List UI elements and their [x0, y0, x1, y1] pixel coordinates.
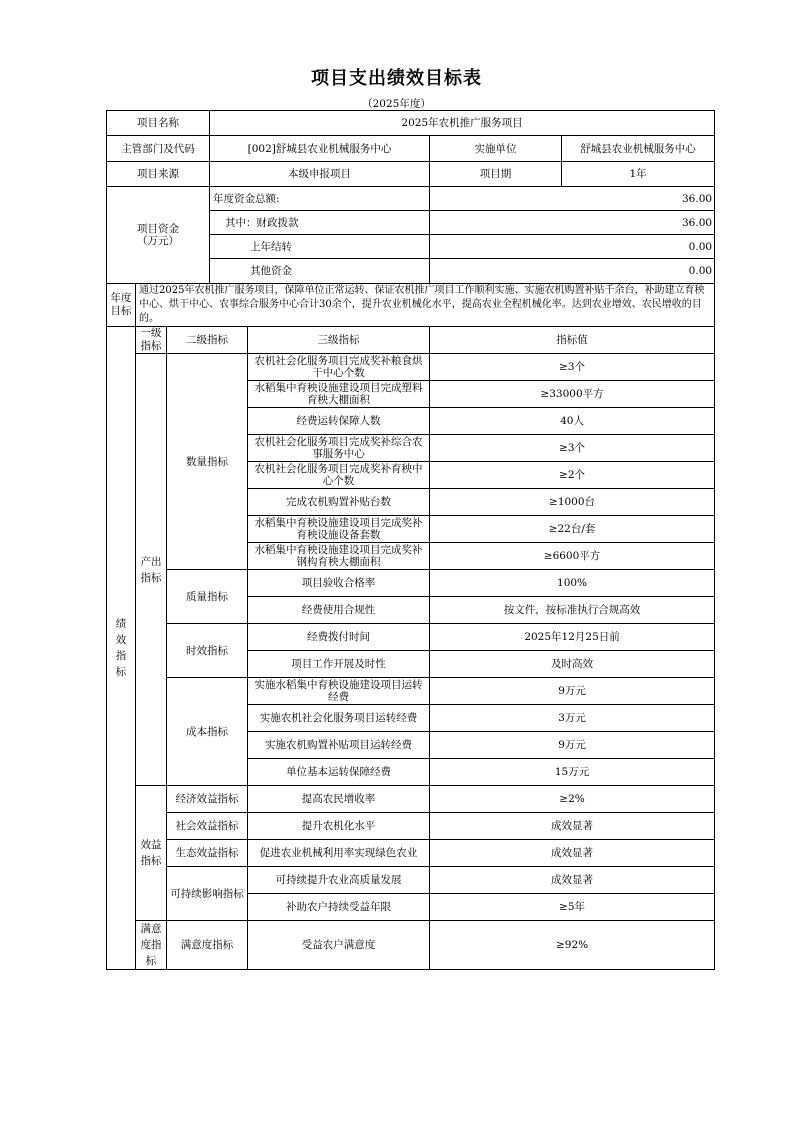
indicator-name: 提升农机化水平: [248, 813, 430, 840]
indicator-row: [107, 570, 715, 597]
indicator-value: ≥22台/套: [430, 516, 715, 543]
indicator-value: 40人: [430, 408, 715, 435]
dept-value: [002]舒城县农业机械服务中心: [210, 136, 430, 162]
annual-goal-text: 通过2025年农机推广服务项目，保障单位正常运转、保证农机推广项目工作顺利实施、实施农机购置补贴千余台，补助建立育秧中心、烘干中心、农事综合服务中心合计30余个，提升农业机械化水平，提高农业全程机械化率。达到农业增效、农民增收的目的。: [136, 284, 715, 327]
source-label: 项目来源: [107, 162, 210, 187]
header-l2: 二级指标: [167, 327, 248, 354]
fund-total-label: 年度资金总额:: [210, 187, 430, 211]
indicator-row: [107, 624, 715, 651]
indicator-name: 实施农机购置补贴项目运转经费: [248, 732, 430, 759]
fund-fiscal-value: 36.00: [430, 211, 715, 235]
indicator-name: 经费使用合规性: [248, 597, 430, 624]
indicator-name: 水稻集中育秧设施建设项目完成奖补钢构育秧大棚面积: [248, 543, 430, 570]
fund-carryover-label: 上年结转: [210, 235, 430, 259]
fund-fiscal-label: 其中：财政拨款: [210, 211, 430, 235]
indicator-row: [107, 867, 715, 894]
indicator-name: 提高农民增收率: [248, 786, 430, 813]
indicator-name: 补助农户持续受益年限: [248, 894, 430, 921]
indicator-value: ≥33000平方: [430, 381, 715, 408]
indicator-row: [107, 786, 715, 813]
indicator-name: 水稻集中育秧设施建设项目完成塑料育秧大棚面积: [248, 381, 430, 408]
project-name-label: 项目名称: [107, 111, 210, 136]
indicator-name: 农机社会化服务项目完成奖补综合农事服务中心: [248, 435, 430, 462]
indicator-name: 经费拨付时间: [248, 624, 430, 651]
indicator-name: 农机社会化服务项目完成奖补育秧中心个数: [248, 462, 430, 489]
perf-label: 绩效指标: [107, 327, 136, 970]
indicator-value: 成效显著: [430, 840, 715, 867]
indicator-value: 9万元: [430, 732, 715, 759]
annual-goal-label: 年度目标: [107, 284, 136, 327]
eco-label: 生态效益指标: [167, 840, 248, 867]
indicator-value: ≥2%: [430, 786, 715, 813]
indicator-name: 实施水稻集中育秧设施建设项目运转经费: [248, 678, 430, 705]
impl-label: 实施单位: [430, 136, 562, 162]
indicator-name: 项目工作开展及时性: [248, 651, 430, 678]
indicator-value: 成效显著: [430, 813, 715, 840]
indicator-value: ≥2个: [430, 462, 715, 489]
indicator-name: 项目验收合格率: [248, 570, 430, 597]
indicator-value: ≥1000台: [430, 489, 715, 516]
indicator-value: 15万元: [430, 759, 715, 786]
indicator-value: 9万元: [430, 678, 715, 705]
sustain-label: 可持续影响指标: [167, 867, 248, 921]
indicator-name: 农机社会化服务项目完成奖补粮食烘干中心个数: [248, 354, 430, 381]
department-row: [107, 136, 715, 162]
quality-label: 质量指标: [167, 570, 248, 624]
indicator-name: 受益农户满意度: [248, 921, 430, 970]
fund-total-value: 36.00: [430, 187, 715, 211]
indicator-value: 100%: [430, 570, 715, 597]
year-note: （2025年度）: [362, 98, 431, 110]
indicator-name: 完成农机购置补贴台数: [248, 489, 430, 516]
social-label: 社会效益指标: [167, 813, 248, 840]
indicator-name: 水稻集中育秧设施建设项目完成奖补育秧设施设备套数: [248, 516, 430, 543]
indicator-value: 按文件，按标准执行合规高效: [430, 597, 715, 624]
funds-label-text: 项目资金: [137, 223, 179, 235]
benefit-label: 效益指标: [136, 786, 167, 921]
indicator-row: [107, 678, 715, 705]
indicator-name: 经费运转保障人数: [248, 408, 430, 435]
performance-goal-table: [106, 110, 715, 970]
indicator-row: [107, 354, 715, 381]
funds-label: [107, 187, 210, 284]
economic-label: 经济效益指标: [167, 786, 248, 813]
indicator-row: [107, 813, 715, 840]
indicator-value: 3万元: [430, 705, 715, 732]
satisfaction-label: 满意度指标: [136, 921, 167, 970]
fund-other-label: 其他资金: [210, 259, 430, 284]
indicator-value: 成效显著: [430, 867, 715, 894]
project-name-row: [107, 111, 715, 136]
indicator-name: 单位基本运转保障经费: [248, 759, 430, 786]
header-l3: 三级指标: [248, 327, 430, 354]
source-value: 本级申报项目: [210, 162, 430, 187]
cost-label: 成本指标: [167, 678, 248, 786]
indicator-row: [107, 921, 715, 970]
document-title: 项目支出绩效目标表: [311, 68, 482, 89]
indicator-value: ≥3个: [430, 435, 715, 462]
period-value: 1年: [562, 162, 715, 187]
output-label: 产出指标: [136, 354, 167, 786]
header-value: 指标值: [430, 327, 715, 354]
satisfaction-sub-label: 满意度指标: [167, 921, 248, 970]
source-row: [107, 162, 715, 187]
period-label: 项目期: [430, 162, 562, 187]
header-l1: 一级指标: [136, 327, 167, 354]
fund-row: [107, 187, 715, 211]
indicator-row: [107, 840, 715, 867]
fund-other-value: 0.00: [430, 259, 715, 284]
indicator-value: 及时高效: [430, 651, 715, 678]
indicator-value: ≥6600平方: [430, 543, 715, 570]
project-name-value: 2025年农机推广服务项目: [210, 111, 715, 136]
indicator-name: 促进农业机械利用率实现绿色农业: [248, 840, 430, 867]
indicator-value: 2025年12月25日前: [430, 624, 715, 651]
indicator-name: 实施农机社会化服务项目运转经费: [248, 705, 430, 732]
timeliness-label: 时效指标: [167, 624, 248, 678]
indicator-value: ≥92%: [430, 921, 715, 970]
impl-value: 舒城县农业机械服务中心: [562, 136, 715, 162]
indicator-name: 可持续提升农业高质量发展: [248, 867, 430, 894]
indicator-header-row: [107, 327, 715, 354]
dept-label: 主管部门及代码: [107, 136, 210, 162]
indicator-value: ≥3个: [430, 354, 715, 381]
annual-goal-row: [107, 284, 715, 327]
fund-carryover-value: 0.00: [430, 235, 715, 259]
funds-unit: （万元）: [137, 235, 179, 247]
quantity-label: 数量指标: [167, 354, 248, 570]
indicator-value: ≥5年: [430, 894, 715, 921]
